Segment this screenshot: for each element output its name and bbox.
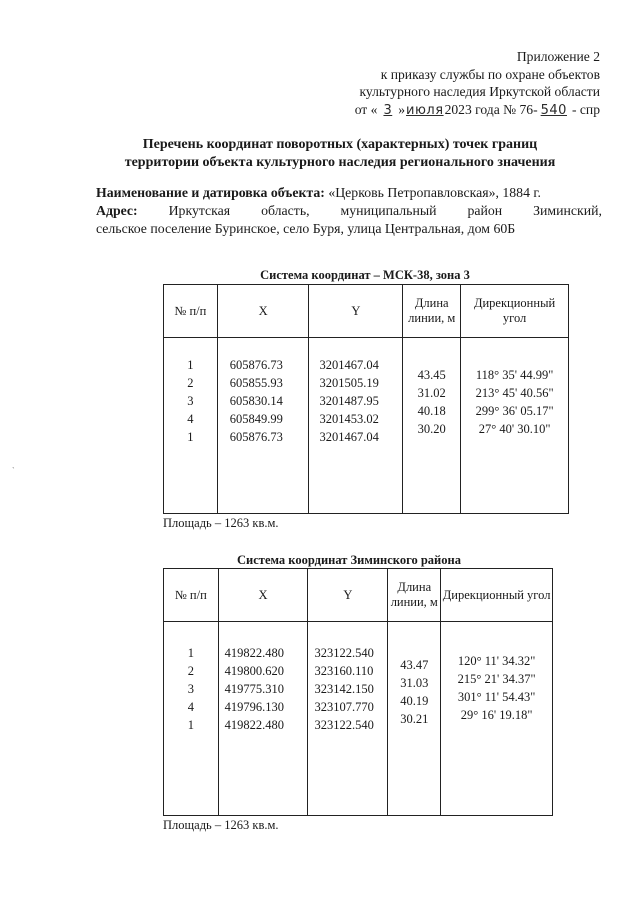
address-word: Зиминский, <box>533 203 602 218</box>
table2-length-column <box>388 622 441 816</box>
y-coordinate-cell: 323160.110 <box>314 664 374 678</box>
header-x: X <box>218 569 308 622</box>
table2-header-row <box>164 569 553 622</box>
line-length-cell: 43.45 <box>417 368 446 382</box>
point-number-cell: 3 <box>187 682 194 696</box>
line-length-cell: 30.20 <box>417 422 446 436</box>
table2-x-column <box>218 622 308 816</box>
y-coordinate-cell: 323107.770 <box>314 700 374 714</box>
address-word: Иркутская <box>168 203 231 218</box>
appendix-header <box>300 48 600 119</box>
table1-area: Площадь – 1263 кв.м. <box>163 516 279 530</box>
address-word: район <box>467 203 503 218</box>
table1-angle-column <box>461 338 569 514</box>
header-y: Y <box>309 285 403 338</box>
line-length-cell: 31.03 <box>400 676 429 690</box>
point-number-cell: 4 <box>187 412 194 426</box>
order-year-part: 2023 года № 76- <box>444 101 538 117</box>
table2-y-column <box>308 622 388 816</box>
address-word: область, <box>261 203 310 218</box>
table1-header-row <box>164 285 569 338</box>
x-coordinate-cell: 419796.130 <box>224 700 285 714</box>
y-coordinate-cell: 3201467.04 <box>319 430 379 444</box>
table1-x-column <box>217 338 309 514</box>
direction-angle-cell: 29° 16' 19.18" <box>460 708 533 722</box>
header-x: X <box>217 285 309 338</box>
table2-num-column <box>164 622 219 816</box>
point-number-cell: 2 <box>187 664 194 678</box>
header-length: Длина линии, м <box>403 285 461 338</box>
stray-mark: ˋ <box>12 466 15 475</box>
line-length-cell: 30.21 <box>400 712 429 726</box>
table2-area: Площадь – 1263 кв.м. <box>163 818 279 832</box>
appendix-order-line <box>300 101 600 120</box>
header-y: Y <box>308 569 388 622</box>
order-number: 540 <box>540 102 567 118</box>
object-address-line-1 <box>96 202 602 220</box>
table1-body-row <box>164 338 569 514</box>
appendix-line-2: к приказу службы по охране объектов <box>380 66 600 82</box>
point-number-cell: 3 <box>187 394 194 408</box>
title-line-1: Перечень координат поворотных (характерных) точек границ <box>142 137 538 152</box>
direction-angle-cell: 118° 35' 44.99" <box>475 368 554 382</box>
order-suffix: - спр <box>571 101 600 117</box>
point-number-cell: 1 <box>187 718 194 732</box>
x-coordinate-cell: 419822.480 <box>224 646 285 660</box>
table2-angle-column <box>441 622 553 816</box>
point-number-cell: 1 <box>187 430 194 444</box>
date-mid: » <box>398 101 406 117</box>
y-coordinate-cell: 323122.540 <box>314 646 374 660</box>
table1 <box>163 284 569 514</box>
y-coordinate-cell: 323142.150 <box>314 682 374 696</box>
x-coordinate-cell: 605876.73 <box>229 358 283 372</box>
header-length: Длина линии, м <box>388 569 441 622</box>
direction-angle-cell: 299° 36' 05.17" <box>475 404 554 418</box>
direction-angle-cell: 120° 11' 34.32" <box>457 654 536 668</box>
address-word: муниципальный <box>340 203 437 218</box>
order-month: июля <box>406 102 444 118</box>
line-length-cell: 40.18 <box>417 404 446 418</box>
table2-caption: Система координат Зиминского района <box>237 553 461 567</box>
line-length-cell: 31.02 <box>417 386 446 400</box>
order-day: 3 <box>383 102 393 118</box>
point-number-cell: 1 <box>187 646 194 660</box>
object-address-label: Адрес: <box>96 203 138 218</box>
appendix-line-3: культурного наследия Иркутской области <box>359 84 600 100</box>
point-number-cell: 2 <box>187 376 194 390</box>
x-coordinate-cell: 605855.93 <box>229 376 283 390</box>
x-coordinate-cell: 605849.99 <box>229 412 283 426</box>
x-coordinate-cell: 419775.310 <box>224 682 285 696</box>
x-coordinate-cell: 419822.480 <box>224 718 285 732</box>
x-coordinate-cell: 419800.620 <box>224 664 285 678</box>
title-line-2: территории объекта культурного наследия регионального значения <box>124 155 556 170</box>
point-number-cell: 1 <box>187 358 194 372</box>
x-coordinate-cell: 605830.14 <box>229 394 283 408</box>
object-name-value: «Церковь Петропавловская», 1884 г. <box>328 185 541 200</box>
line-length-cell: 43.47 <box>400 658 429 672</box>
y-coordinate-cell: 3201505.19 <box>319 376 379 390</box>
x-coordinate-cell: 605876.73 <box>229 430 283 444</box>
line-length-cell: 40.19 <box>400 694 429 708</box>
object-name-line <box>96 184 602 202</box>
date-prefix: от « <box>354 101 378 117</box>
direction-angle-cell: 301° 11' 54.43" <box>457 690 536 704</box>
document-title <box>80 136 600 172</box>
header-angle: Дирекционный угол <box>441 569 553 622</box>
object-info <box>96 184 602 238</box>
table2-body-row <box>164 622 553 816</box>
table2 <box>163 568 553 816</box>
object-name-label: Наименование и датировка объекта: <box>96 185 325 200</box>
y-coordinate-cell: 323122.540 <box>314 718 374 732</box>
header-angle: Дирекционный угол <box>461 285 569 338</box>
y-coordinate-cell: 3201453.02 <box>319 412 379 426</box>
y-coordinate-cell: 3201467.04 <box>319 358 379 372</box>
object-address-line-2: сельское поселение Буринское, село Буря, улица Центральная, дом 60Б <box>96 221 516 236</box>
table1-caption: Система координат – МСК-38, зона 3 <box>260 268 470 282</box>
table1-length-column <box>403 338 461 514</box>
point-number-cell: 4 <box>187 700 194 714</box>
table1-y-column <box>309 338 403 514</box>
table1-num-column <box>164 338 218 514</box>
header-num: № п/п <box>164 569 219 622</box>
header-num: № п/п <box>164 285 218 338</box>
y-coordinate-cell: 3201487.95 <box>319 394 379 408</box>
appendix-line-1: Приложение 2 <box>516 49 600 64</box>
direction-angle-cell: 213° 45' 40.56" <box>475 386 554 400</box>
direction-angle-cell: 27° 40' 30.10" <box>478 422 551 436</box>
direction-angle-cell: 215° 21' 34.37" <box>457 672 536 686</box>
